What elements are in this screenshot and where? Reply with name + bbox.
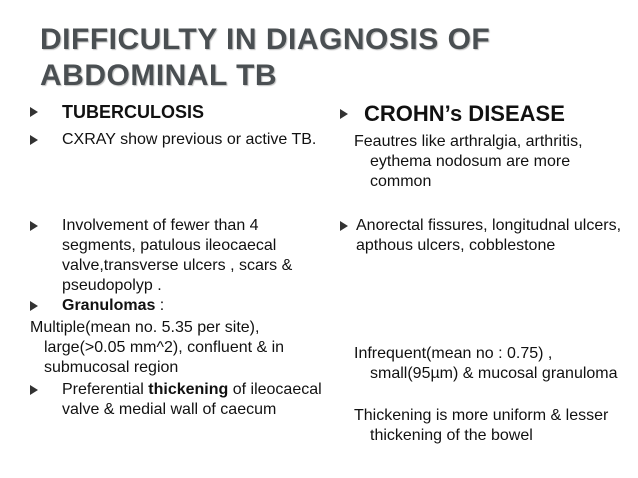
crohns-thickening-item — [338, 406, 628, 446]
tb-granulomas-line — [62, 296, 330, 316]
granulomas-label: Granulomas — [62, 297, 156, 314]
preferential-suffix: of ileocaecal valve & medial wall of caecum — [62, 381, 322, 418]
crohns-thickening-text: Thickening is more uniform & lesser thickening of the bowel — [354, 407, 609, 444]
crohns-heading: CROHN’s DISEASE — [364, 101, 565, 126]
triangle-bullet-icon — [340, 221, 372, 231]
tb-multiple-text: Multiple(mean no. 5.35 per site), large(>0.05 mm^2), confluent & in submucosal region — [30, 319, 285, 376]
granulomas-colon: : — [155, 297, 165, 314]
tb-preferential-text — [62, 380, 330, 420]
slide-title — [40, 22, 620, 94]
crohns-heading-item — [340, 100, 630, 128]
thickening-bold: thickening — [148, 381, 229, 398]
crohns-features-text: Feautres like arthralgia, arthritis, eythema nodosum are more common — [354, 133, 583, 190]
crohns-infrequent-text: Infrequent(mean no : 0.75) , small(95µm) & mucosal granuloma — [354, 345, 618, 382]
triangle-bullet-icon — [30, 385, 62, 395]
triangle-bullet-icon — [30, 135, 62, 145]
triangle-bullet-icon — [30, 301, 62, 311]
crohns-features-item — [338, 132, 628, 192]
tb-involvement-text: Involvement of fewer than 4 segments, patulous ileocaecal valve,transverse ulcers , scars & pseudopolyp . — [62, 217, 293, 294]
crohns-anorectal-item — [340, 216, 630, 256]
crohns-infrequent-item — [338, 344, 628, 384]
triangle-bullet-icon — [30, 107, 62, 117]
crohns-anorectal-text: Anorectal fissures, longitudnal ulcers, apthous ulcers, cobblestone — [356, 217, 622, 254]
title-line-2: ABDOMINAL TB — [40, 59, 278, 92]
tb-preferential-item — [30, 380, 330, 420]
tb-involvement-item — [30, 216, 330, 296]
preferential-prefix: Preferential — [62, 381, 149, 398]
tb-heading-item — [30, 100, 330, 124]
triangle-bullet-icon — [340, 109, 372, 119]
tb-granulomas-item — [30, 296, 330, 316]
title-line-1: DIFFICULTY IN DIAGNOSIS OF — [40, 23, 491, 56]
tb-heading: TUBERCULOSIS — [62, 102, 205, 122]
tb-cxray-text: CXRAY show previous or active TB. — [62, 131, 317, 148]
tb-multiple-item — [16, 318, 330, 378]
triangle-bullet-icon — [30, 221, 62, 231]
tb-cxray-item — [30, 130, 330, 150]
